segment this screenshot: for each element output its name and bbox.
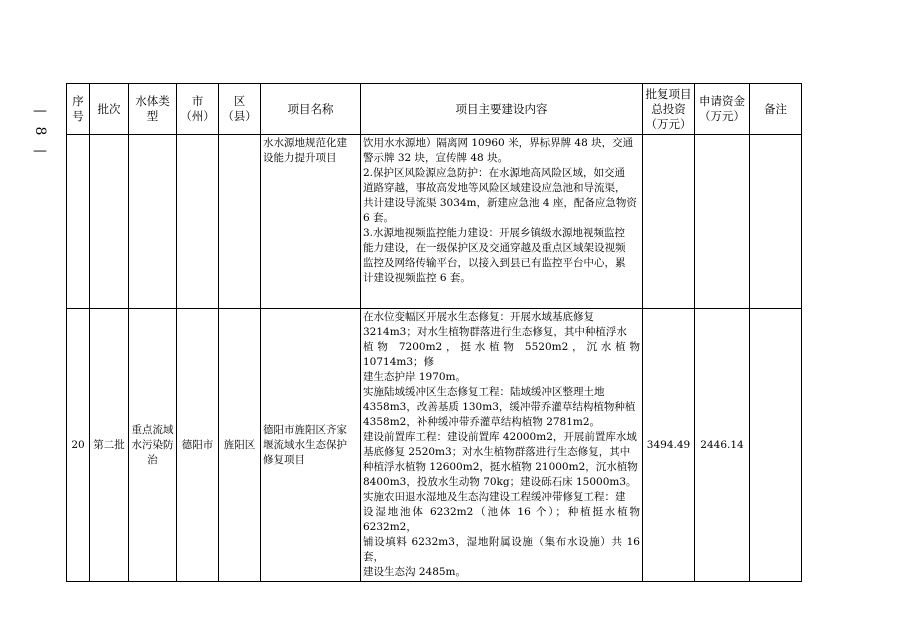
cell-project-name <box>261 135 361 309</box>
content-line: 饮用水水源地）隔离网 10960 米，界标界牌 48 块，交通 <box>363 137 634 149</box>
content-line: 6 套。 <box>363 212 395 224</box>
header-batch: 批次 <box>90 84 129 135</box>
content-line: 设湿地池体 6232m2（池体 16 个）；种植挺水植物 6232m2， <box>363 506 640 533</box>
project-name-line: 堰流域水生态保护 <box>263 438 347 451</box>
header-city: 市（州） <box>177 84 219 135</box>
content-line: 实施陆域缓冲区生态修复工程：陆域缓冲区整理土地 <box>363 386 605 398</box>
cell-content <box>361 135 643 309</box>
table-row <box>67 309 802 582</box>
header-remarks: 备注 <box>750 84 802 135</box>
header-requested-funds: 申请资金（万元） <box>695 84 750 135</box>
content-line: 建设前置库工程：建设前置库 42000m2，开展前置库水域 <box>363 431 637 443</box>
cell-requested-funds: 2446.14 <box>695 309 750 582</box>
cell-batch <box>90 135 129 309</box>
content-line: 计建设视频监控 6 套。 <box>363 272 471 284</box>
cell-content <box>361 309 643 582</box>
content-line: 监控及网络传输平台，以接入到县已有监控平台中心，累 <box>363 257 626 269</box>
project-name-line: 修复项目 <box>263 453 305 466</box>
project-name-line: 设能力提升项目 <box>263 152 337 164</box>
page-number-dash: — <box>33 143 47 159</box>
cell-city <box>177 135 219 309</box>
page-number-dash: — <box>33 103 47 119</box>
cell-batch: 第二批 <box>90 309 129 582</box>
cell-city: 德阳市 <box>177 309 219 582</box>
header-content: 项目主要建设内容 <box>361 84 643 135</box>
header-district: 区（县） <box>219 84 261 135</box>
content-line: 共计建设导流渠 3034m，新建应急池 4 座，配备应急物资 <box>363 197 637 209</box>
cell-requested-funds <box>695 135 750 309</box>
header-seq: 序号 <box>67 84 90 135</box>
cell-water-type: 重点流域水污染防治 <box>129 309 177 582</box>
content-line: 建设生态沟 2485m。 <box>363 566 467 578</box>
content-line: 实施农田退水湿地及生态沟建设工程缓冲带修复工程：建 <box>363 491 626 503</box>
content-line: 建生态护岸 1970m。 <box>363 371 467 383</box>
header-water-type: 水体类型 <box>129 84 177 135</box>
header-approved-invest: 批复项目总投资（万元） <box>643 84 695 135</box>
content-line: 道路穿越，事故高发地等风险区域建设应急池和导流渠， <box>363 182 626 194</box>
cell-remarks <box>750 135 802 309</box>
project-table <box>66 83 802 582</box>
content-line: 植物 7200m2，挺水植物 5520m2，沉水植物 10714m3；修 <box>363 341 640 368</box>
project-name-line: 德阳市旌阳区齐家 <box>263 423 347 436</box>
content-line: 能力建设，在一级保护区及交通穿越及重点区域架设视频 <box>363 242 626 254</box>
content-line: 在水位变幅区开展水生态修复：开展水域基底修复 <box>363 311 594 323</box>
cell-district <box>219 135 261 309</box>
content-line: 铺设填料 6232m3，湿地附属设施（集布水设施）共 16 套， <box>363 536 640 563</box>
cell-seq: 20 <box>67 309 90 582</box>
content-line: 3214m3；对水生植物群落进行生态修复，其中种植浮水 <box>363 326 627 338</box>
project-name-line: 水水源地规范化建 <box>263 137 347 149</box>
content-line: 基底修复 2520m3；对水生植物群落进行生态修复，其中 <box>363 446 631 458</box>
cell-remarks <box>750 309 802 582</box>
content-line: 4358m3，改善基质 130m3，缓冲带乔灌草结构植物种植 <box>363 401 636 413</box>
cell-approved-invest <box>643 135 695 309</box>
content-line: 8400m3，投放水生动物 70kg；建设砾石床 15000m3。 <box>363 476 637 488</box>
table-row <box>67 135 802 309</box>
table-header-row <box>67 84 802 135</box>
content-line: 警示牌 32 块，宣传牌 48 块。 <box>363 152 509 164</box>
cell-approved-invest: 3494.49 <box>643 309 695 582</box>
cell-seq <box>67 135 90 309</box>
cell-project-name <box>261 309 361 582</box>
content-line: 2.保护区风险源应急防护：在水源地高风险区域，如交通 <box>363 167 626 179</box>
page-number: 8 <box>32 126 48 136</box>
header-project-name: 项目名称 <box>261 84 361 135</box>
cell-district: 旌阳区 <box>219 309 261 582</box>
page-number-marker <box>30 104 50 158</box>
content-line: 4358m2，补种缓冲带乔灌草结构植物 2781m2。 <box>363 416 601 428</box>
content-line: 3.水源地视频监控能力建设：开展乡镇级水源地视频监控 <box>363 227 626 239</box>
content-line: 种植浮水植物 12600m2，挺水植物 21000m2，沉水植物 <box>363 461 638 473</box>
cell-water-type <box>129 135 177 309</box>
